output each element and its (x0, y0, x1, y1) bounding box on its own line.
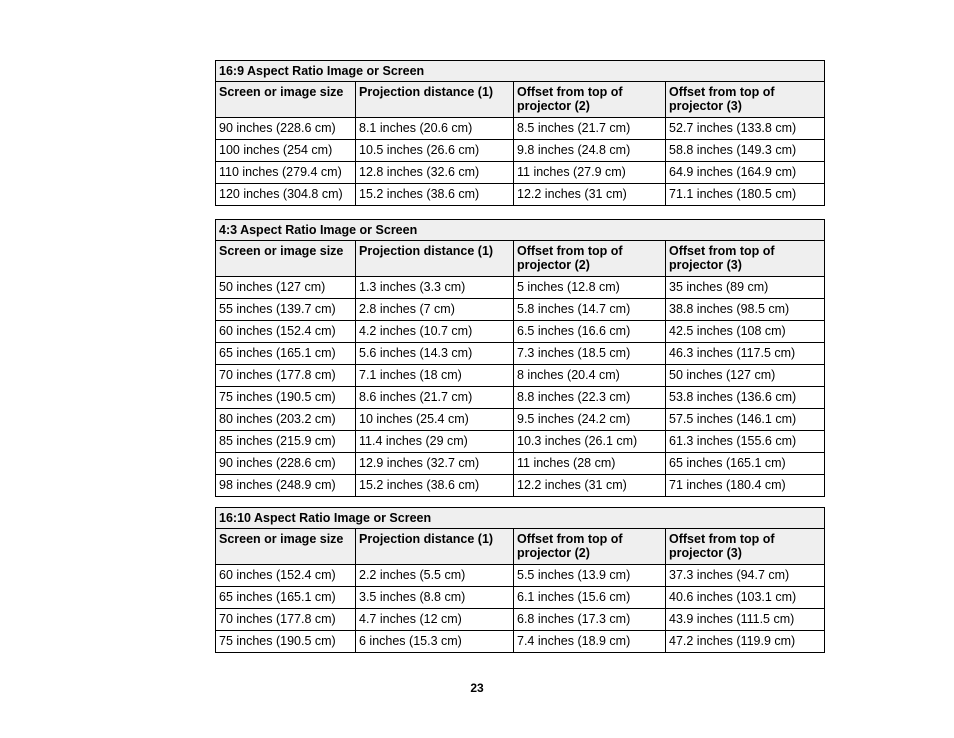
table-cell: 60 inches (152.4 cm) (216, 565, 356, 587)
column-header: Offset from top of projector (3) (666, 241, 825, 277)
table-row (216, 118, 825, 140)
table-cell: 65 inches (165.1 cm) (666, 453, 825, 475)
table-cell: 7.3 inches (18.5 cm) (514, 343, 666, 365)
table-cell: 5.5 inches (13.9 cm) (514, 565, 666, 587)
table-cell: 7.1 inches (18 cm) (356, 365, 514, 387)
table-cell: 12.9 inches (32.7 cm) (356, 453, 514, 475)
table-cell: 42.5 inches (108 cm) (666, 321, 825, 343)
column-header: Projection distance (1) (356, 241, 514, 277)
table-header-row (216, 241, 825, 277)
column-header: Projection distance (1) (356, 82, 514, 118)
table-cell: 80 inches (203.2 cm) (216, 409, 356, 431)
column-header: Offset from top of projector (3) (666, 82, 825, 118)
table-cell: 110 inches (279.4 cm) (216, 162, 356, 184)
column-header: Offset from top of projector (2) (514, 241, 666, 277)
table-cell: 9.5 inches (24.2 cm) (514, 409, 666, 431)
column-header: Screen or image size (216, 529, 356, 565)
table-cell: 60 inches (152.4 cm) (216, 321, 356, 343)
table-header-row (216, 529, 825, 565)
table-cell: 6.8 inches (17.3 cm) (514, 609, 666, 631)
table-cell: 85 inches (215.9 cm) (216, 431, 356, 453)
table-cell: 47.2 inches (119.9 cm) (666, 631, 825, 653)
table-cell: 70 inches (177.8 cm) (216, 609, 356, 631)
table-row (216, 162, 825, 184)
table-cell: 15.2 inches (38.6 cm) (356, 184, 514, 206)
column-header: Screen or image size (216, 82, 356, 118)
table-cell: 2.2 inches (5.5 cm) (356, 565, 514, 587)
table-cell: 61.3 inches (155.6 cm) (666, 431, 825, 453)
table-cell: 8.5 inches (21.7 cm) (514, 118, 666, 140)
table-cell: 8 inches (20.4 cm) (514, 365, 666, 387)
table-caption-row (216, 220, 825, 241)
table-caption-row (216, 61, 825, 82)
table-row (216, 365, 825, 387)
table-title: 16:10 Aspect Ratio Image or Screen (216, 508, 825, 529)
table-row (216, 140, 825, 162)
table-row (216, 587, 825, 609)
table-cell: 8.6 inches (21.7 cm) (356, 387, 514, 409)
table-row (216, 184, 825, 206)
table-cell: 5 inches (12.8 cm) (514, 277, 666, 299)
table-row (216, 321, 825, 343)
table-cell: 50 inches (127 cm) (666, 365, 825, 387)
table-cell: 75 inches (190.5 cm) (216, 387, 356, 409)
table-cell: 65 inches (165.1 cm) (216, 343, 356, 365)
column-header: Offset from top of projector (2) (514, 529, 666, 565)
table-cell: 11 inches (28 cm) (514, 453, 666, 475)
table-cell: 58.8 inches (149.3 cm) (666, 140, 825, 162)
table-cell: 9.8 inches (24.8 cm) (514, 140, 666, 162)
table-cell: 5.8 inches (14.7 cm) (514, 299, 666, 321)
table-cell: 40.6 inches (103.1 cm) (666, 587, 825, 609)
table-cell: 57.5 inches (146.1 cm) (666, 409, 825, 431)
table-caption-row (216, 508, 825, 529)
table-cell: 50 inches (127 cm) (216, 277, 356, 299)
table-row (216, 277, 825, 299)
table-cell: 43.9 inches (111.5 cm) (666, 609, 825, 631)
table-cell: 15.2 inches (38.6 cm) (356, 475, 514, 497)
table-cell: 7.4 inches (18.9 cm) (514, 631, 666, 653)
table-cell: 4.7 inches (12 cm) (356, 609, 514, 631)
table-cell: 35 inches (89 cm) (666, 277, 825, 299)
table-cell: 64.9 inches (164.9 cm) (666, 162, 825, 184)
table-header-row (216, 82, 825, 118)
table-title: 4:3 Aspect Ratio Image or Screen (216, 220, 825, 241)
table-cell: 90 inches (228.6 cm) (216, 453, 356, 475)
column-header: Screen or image size (216, 241, 356, 277)
table-cell: 1.3 inches (3.3 cm) (356, 277, 514, 299)
table-cell: 8.8 inches (22.3 cm) (514, 387, 666, 409)
table-row (216, 609, 825, 631)
table-cell: 71 inches (180.4 cm) (666, 475, 825, 497)
table-cell: 10.3 inches (26.1 cm) (514, 431, 666, 453)
page-number: 23 (470, 681, 484, 695)
table-row (216, 565, 825, 587)
table-cell: 98 inches (248.9 cm) (216, 475, 356, 497)
table-row (216, 631, 825, 653)
table-cell: 12.2 inches (31 cm) (514, 184, 666, 206)
table-cell: 70 inches (177.8 cm) (216, 365, 356, 387)
table-row (216, 387, 825, 409)
table-cell: 4.2 inches (10.7 cm) (356, 321, 514, 343)
column-header: Offset from top of projector (2) (514, 82, 666, 118)
table-cell: 53.8 inches (136.6 cm) (666, 387, 825, 409)
table-cell: 6.1 inches (15.6 cm) (514, 587, 666, 609)
aspect-16-9-table (215, 60, 825, 206)
table-row (216, 431, 825, 453)
table-row (216, 299, 825, 321)
table-row (216, 343, 825, 365)
table-cell: 120 inches (304.8 cm) (216, 184, 356, 206)
table-row (216, 409, 825, 431)
table-cell: 3.5 inches (8.8 cm) (356, 587, 514, 609)
table-cell: 11.4 inches (29 cm) (356, 431, 514, 453)
table-cell: 8.1 inches (20.6 cm) (356, 118, 514, 140)
aspect-16-10-table (215, 507, 825, 653)
table-title: 16:9 Aspect Ratio Image or Screen (216, 61, 825, 82)
table-row (216, 475, 825, 497)
table-cell: 75 inches (190.5 cm) (216, 631, 356, 653)
table-cell: 12.8 inches (32.6 cm) (356, 162, 514, 184)
table-cell: 52.7 inches (133.8 cm) (666, 118, 825, 140)
table-cell: 37.3 inches (94.7 cm) (666, 565, 825, 587)
table-cell: 100 inches (254 cm) (216, 140, 356, 162)
table-cell: 90 inches (228.6 cm) (216, 118, 356, 140)
table-cell: 10 inches (25.4 cm) (356, 409, 514, 431)
table-cell: 65 inches (165.1 cm) (216, 587, 356, 609)
table-cell: 2.8 inches (7 cm) (356, 299, 514, 321)
table-cell: 5.6 inches (14.3 cm) (356, 343, 514, 365)
table-cell: 46.3 inches (117.5 cm) (666, 343, 825, 365)
column-header: Projection distance (1) (356, 529, 514, 565)
table-cell: 55 inches (139.7 cm) (216, 299, 356, 321)
aspect-4-3-table (215, 219, 825, 497)
table-row (216, 453, 825, 475)
table-cell: 11 inches (27.9 cm) (514, 162, 666, 184)
table-cell: 6 inches (15.3 cm) (356, 631, 514, 653)
table-cell: 12.2 inches (31 cm) (514, 475, 666, 497)
column-header: Offset from top of projector (3) (666, 529, 825, 565)
table-cell: 71.1 inches (180.5 cm) (666, 184, 825, 206)
table-cell: 6.5 inches (16.6 cm) (514, 321, 666, 343)
table-cell: 38.8 inches (98.5 cm) (666, 299, 825, 321)
table-cell: 10.5 inches (26.6 cm) (356, 140, 514, 162)
